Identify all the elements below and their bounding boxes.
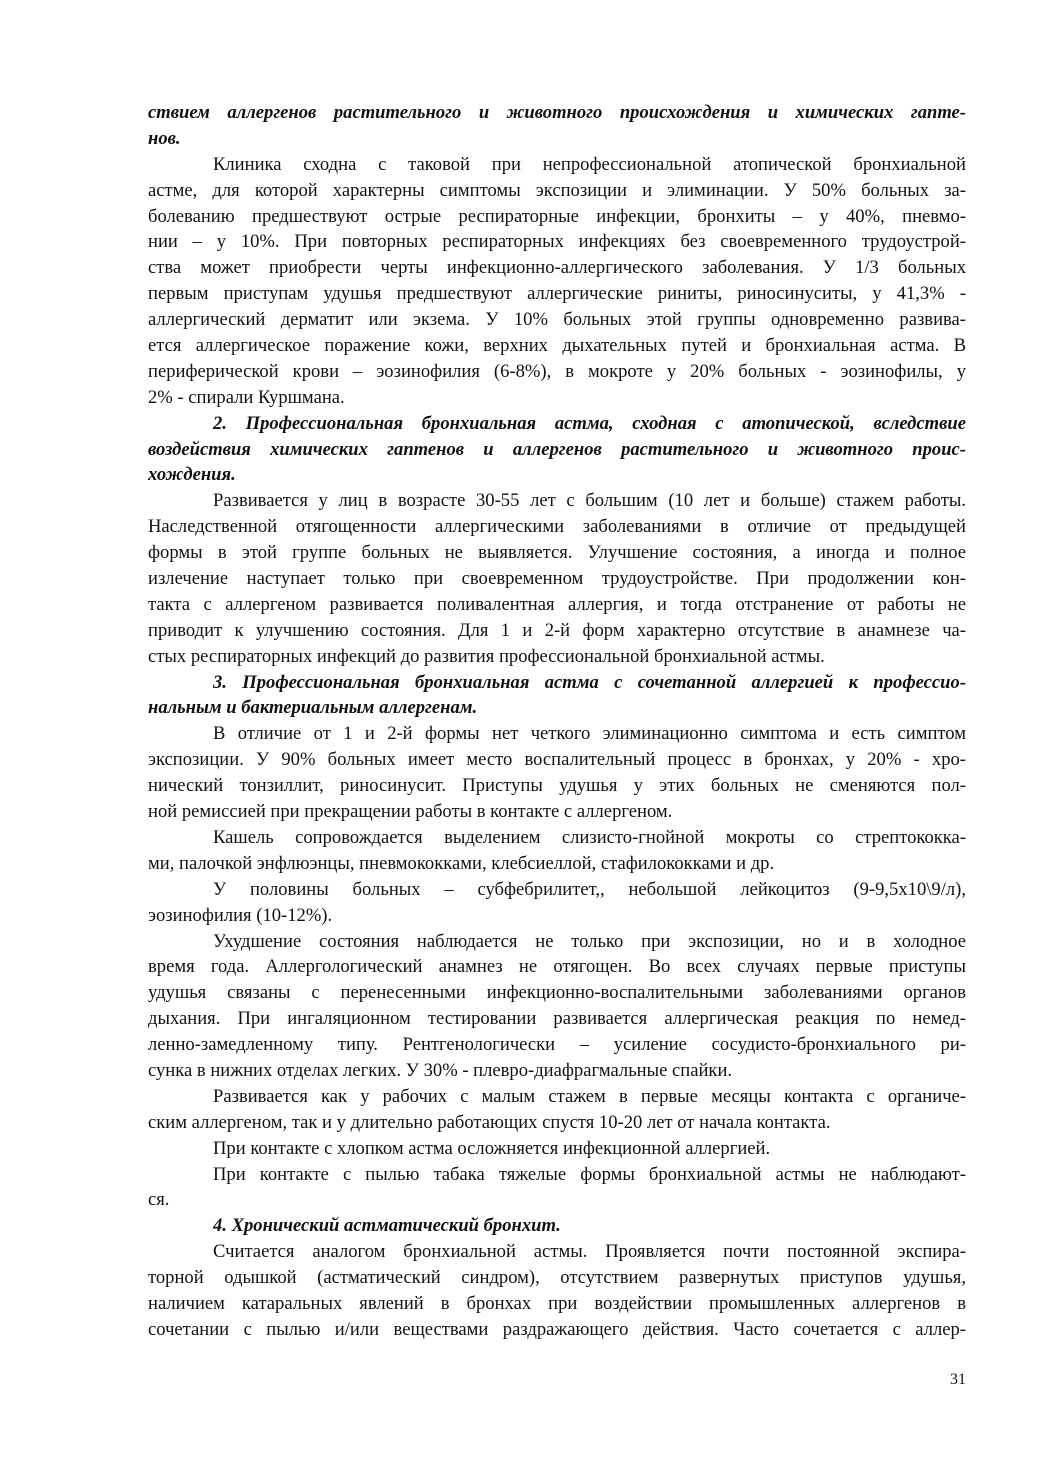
text-line: сочетании с пылью и/или веществами раздражающего действия. Часто сочетается с аллер- bbox=[148, 1318, 966, 1340]
text-line: экспозиции. У 90% больных имеет место воспалительный процесс в бронхах, у 20% - хро- bbox=[148, 749, 966, 771]
text-line: первым приступам удушья предшествуют аллергические риниты, риносинуситы, у 41,3% - bbox=[148, 283, 966, 305]
text-line: У половины больных – субфебрилитет,, небольшой лейкоцитоз (9-9,5х10\9/л), bbox=[213, 878, 966, 900]
text-line: ной ремиссией при прекращении работы в контакте с аллергеном. bbox=[148, 801, 673, 823]
text-line: Кашель сопровождается выделением слизисто-гнойной мокроты со стрептококка- bbox=[213, 826, 966, 848]
text-line: Развивается как у рабочих с малым стажем в первые месяцы контакта с органиче- bbox=[213, 1085, 966, 1107]
text-line: время года. Аллергологический анамнез не отягощен. Во всех случаях первые приступы bbox=[148, 956, 966, 978]
heading-line: 3. Профессиональная бронхиальная астма с сочетанной аллергией к профессио- bbox=[213, 671, 966, 693]
text-line: наличием катаральных явлений в бронхах при воздействии промышленных аллергенов в bbox=[148, 1292, 966, 1314]
text-line: дыхания. При ингаляционном тестировании развивается аллергическая реакция по немед- bbox=[148, 1008, 966, 1030]
text-line: астме, для которой характерны симптомы экспозиции и элиминации. У 50% больных за- bbox=[148, 179, 966, 201]
text-line: болеванию предшествуют острые респираторные инфекции, бронхиты – у 40%, пневмо- bbox=[148, 205, 966, 227]
text-line: Развивается у лиц в возрасте 30-55 лет с большим (10 лет и больше) стажем работы. bbox=[213, 490, 966, 512]
text-line: нии – у 10%. При повторных респираторных инфекциях без своевременного трудоустрой- bbox=[148, 231, 966, 253]
page-number: 31 bbox=[950, 1371, 966, 1388]
heading-line: воздействия химических гаптенов и аллергенов растительного и животного проис- bbox=[148, 438, 966, 460]
text-line: ленно-замедленному типу. Рентгенологически – усиление сосудисто-бронхиального ри- bbox=[148, 1034, 966, 1056]
text-line: аллергический дерматит или экзема. У 10% больных этой группы одновременно развива- bbox=[148, 309, 966, 331]
text-line: нический тонзиллит, риносинусит. Приступы удушья у этих больных не сменяются пол- bbox=[148, 775, 966, 797]
page-body bbox=[148, 100, 966, 1343]
text-line: сунка в нижних отделах легких. У 30% - плевро-диафрагмальные спайки. bbox=[148, 1059, 733, 1081]
heading-line: 4. Хронический астматический бронхит. bbox=[213, 1215, 561, 1237]
text-line: ства может приобрести черты инфекционно-аллергического заболевания. У 1/3 больных bbox=[148, 257, 966, 279]
text-line: Клиника сходна с таковой при непрофессиональной атопической бронхиальной bbox=[213, 153, 966, 175]
text-line: удушья связаны с перенесенными инфекционно-воспалительными заболеваниями органов bbox=[148, 982, 966, 1004]
text-line: ми, палочкой энфлюэнцы, пневмококками, клебсиеллой, стафилококками и др. bbox=[148, 852, 775, 874]
text-line: ется аллергическое поражение кожи, верхних дыхательных путей и бронхиальная астма. В bbox=[148, 335, 966, 357]
text-line: формы в этой группе больных не выявляется. Улучшение состояния, а иногда и полное bbox=[148, 542, 966, 564]
text-line: торной одышкой (астматический синдром), отсутствием развернутых приступов удушья, bbox=[148, 1267, 966, 1289]
text-line: В отличие от 1 и 2-й формы нет четкого элиминационно симптома и есть симптом bbox=[213, 723, 966, 745]
text-line: приводит к улучшению состояния. Для 1 и 2-й форм характерно отсутствие в анамнезе ча- bbox=[148, 619, 966, 641]
text-line: периферической крови – эозинофилия (6-8%), в мокроте у 20% больных - эозинофилы, у bbox=[148, 360, 966, 382]
text-line: Наследственной отягощенности аллергическими заболеваниями в отличие от предыдущей bbox=[148, 516, 966, 538]
heading-line: 2. Профессиональная бронхиальная астма, сходная с атопической, вследствие bbox=[213, 412, 966, 434]
text-line: При контакте с хлопком астма осложняется инфекционной аллергией. bbox=[213, 1137, 771, 1159]
text-line: Считается аналогом бронхиальной астмы. Проявляется почти постоянной экспира- bbox=[213, 1241, 966, 1263]
heading-line: ствием аллергенов растительного и животного происхождения и химических гапте- bbox=[148, 102, 966, 123]
text-line: излечение наступает только при своевременном трудоустройстве. При продолжении кон- bbox=[148, 568, 966, 590]
text-line: 2% - спирали Куршмана. bbox=[148, 386, 345, 408]
text-line: Ухудшение состояния наблюдается не только при экспозиции, но и в холодное bbox=[213, 930, 966, 952]
text-line: стых респираторных инфекций до развития профессиональной бронхиальной астмы. bbox=[148, 645, 825, 667]
heading-line: нальным и бактериальным аллергенам. bbox=[148, 697, 478, 719]
text-line: ся. bbox=[148, 1189, 170, 1211]
text-line: ским аллергеном, так и у длительно работающих спустя 10-20 лет от начала контакта. bbox=[148, 1111, 831, 1133]
text-line: эозинофилия (10-12%). bbox=[148, 904, 333, 926]
heading-line: нов. bbox=[148, 127, 181, 149]
text-line: такта с аллергеном развивается поливалентная аллергия, и тогда отстранение от работы не bbox=[148, 593, 966, 615]
text-line: При контакте с пылью табака тяжелые формы бронхиальной астмы не наблюдают- bbox=[213, 1163, 966, 1185]
heading-line: хождения. bbox=[148, 464, 236, 486]
